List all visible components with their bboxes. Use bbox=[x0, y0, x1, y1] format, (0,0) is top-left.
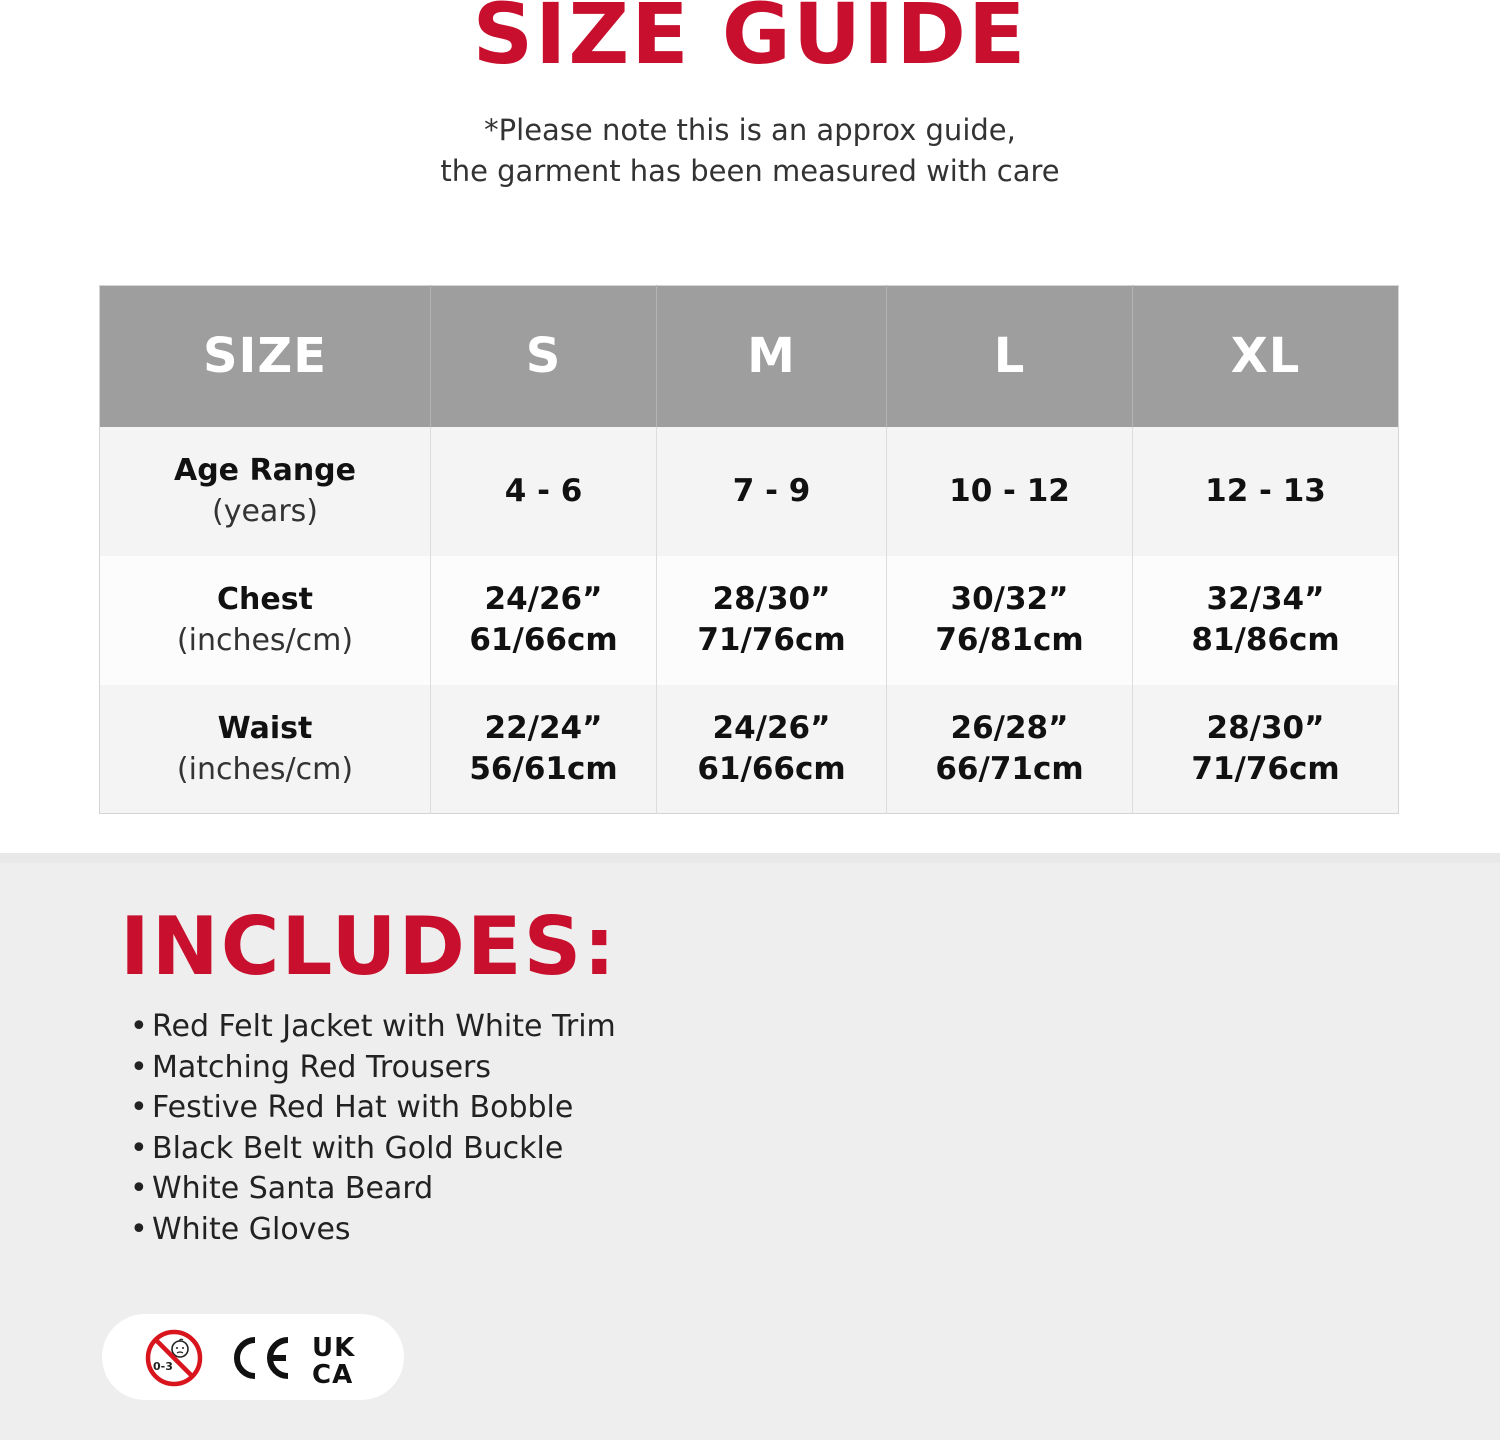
bullet-icon: • bbox=[130, 1049, 148, 1085]
certification-badge bbox=[102, 1314, 404, 1400]
list-item bbox=[130, 1048, 616, 1089]
list-item bbox=[130, 1129, 616, 1170]
table-cell bbox=[1133, 685, 1399, 814]
cell-value-inches: 30/32” bbox=[950, 581, 1069, 617]
row-label: Waist bbox=[217, 710, 313, 746]
table-cell bbox=[1133, 556, 1399, 685]
ce-mark-icon bbox=[226, 1334, 294, 1382]
not-suitable-0-3-icon bbox=[144, 1328, 204, 1388]
size-table bbox=[99, 285, 1399, 814]
table-row-chest bbox=[100, 556, 1399, 685]
column-header-xl: XL bbox=[1230, 328, 1301, 385]
cell-value: 4 - 6 bbox=[504, 472, 583, 509]
cell-value-cm: 56/61cm bbox=[469, 750, 618, 787]
list-item bbox=[130, 1007, 616, 1048]
column-header-m: M bbox=[657, 286, 887, 427]
cell-value: 10 - 12 bbox=[949, 472, 1070, 509]
cell-value-cm: 71/76cm bbox=[1191, 750, 1340, 787]
cell-value: 12 - 13 bbox=[1205, 472, 1326, 509]
list-item bbox=[130, 1169, 616, 1210]
measurement-note bbox=[0, 110, 1500, 192]
list-item-text: Festive Red Hat with Bobble bbox=[152, 1090, 574, 1126]
note-line-1: *Please note this is an approx guide, bbox=[484, 113, 1016, 147]
column-header-s: S bbox=[431, 286, 657, 427]
page-title: SIZE GUIDE bbox=[472, 0, 1028, 83]
list-item-text: White Gloves bbox=[152, 1211, 351, 1247]
ukca-top-label: UK bbox=[312, 1333, 356, 1363]
row-unit: (inches/cm) bbox=[176, 751, 354, 787]
cell-value-cm: 61/66cm bbox=[469, 622, 618, 658]
bullet-icon: • bbox=[130, 1211, 148, 1247]
bullet-icon: • bbox=[130, 1090, 148, 1126]
bullet-icon: • bbox=[130, 1171, 148, 1207]
cell-value-cm: 61/66cm bbox=[697, 750, 846, 787]
note-line-2: the garment has been measured with care bbox=[440, 154, 1060, 188]
cell-value-inches: 32/34” bbox=[1206, 581, 1325, 617]
row-unit: (inches/cm) bbox=[176, 623, 354, 658]
table-cell bbox=[887, 427, 1133, 556]
table-cell bbox=[431, 685, 657, 814]
ukca-bottom-label: CA bbox=[312, 1360, 354, 1386]
list-item-text: Black Belt with Gold Buckle bbox=[152, 1130, 564, 1166]
row-label-cell bbox=[100, 685, 431, 814]
row-label-cell bbox=[100, 556, 431, 685]
size-header-row bbox=[100, 286, 1399, 427]
list-item bbox=[130, 1210, 616, 1251]
column-header-l: L bbox=[887, 286, 1133, 427]
age-warning-label: 0-3 bbox=[153, 1360, 173, 1373]
row-unit: (years) bbox=[212, 494, 318, 529]
cell-value-cm: 76/81cm bbox=[935, 622, 1084, 658]
table-cell bbox=[887, 556, 1133, 685]
list-item bbox=[130, 1088, 616, 1129]
table-row-age-range bbox=[100, 427, 1399, 556]
row-label: Age Range bbox=[173, 453, 356, 488]
table-cell bbox=[657, 427, 887, 556]
table-cell bbox=[431, 427, 657, 556]
bullet-icon: • bbox=[130, 1130, 148, 1166]
cell-value: 7 - 9 bbox=[732, 472, 811, 509]
cell-value-inches: 26/28” bbox=[950, 709, 1069, 746]
list-item-text: Matching Red Trousers bbox=[152, 1049, 492, 1085]
table-cell bbox=[657, 685, 887, 814]
ukca-mark-icon bbox=[310, 1330, 366, 1386]
cell-value-cm: 81/86cm bbox=[1191, 622, 1340, 658]
includes-section bbox=[0, 853, 1500, 1440]
table-cell bbox=[1133, 427, 1399, 556]
list-item-text: White Santa Beard bbox=[152, 1171, 434, 1207]
cell-value-inches: 24/26” bbox=[712, 709, 831, 746]
cell-value-inches: 22/24” bbox=[484, 709, 603, 746]
row-label-cell bbox=[100, 427, 431, 556]
table-cell bbox=[887, 685, 1133, 814]
cell-value-inches: 24/26” bbox=[484, 581, 603, 617]
bullet-icon: • bbox=[130, 1009, 148, 1044]
includes-title: INCLUDES: bbox=[120, 900, 618, 993]
table-cell bbox=[657, 556, 887, 685]
includes-list bbox=[130, 1007, 616, 1251]
column-header-size: SIZE bbox=[100, 286, 431, 427]
table-cell bbox=[431, 556, 657, 685]
row-label: Chest bbox=[217, 582, 313, 617]
cell-value-inches: 28/30” bbox=[1206, 709, 1325, 746]
cell-value-cm: 66/71cm bbox=[935, 750, 1084, 787]
cell-value-cm: 71/76cm bbox=[697, 622, 846, 658]
table-row-waist bbox=[100, 685, 1399, 814]
list-item-text: Red Felt Jacket with White Trim bbox=[152, 1009, 616, 1044]
cell-value-inches: 28/30” bbox=[712, 581, 831, 617]
